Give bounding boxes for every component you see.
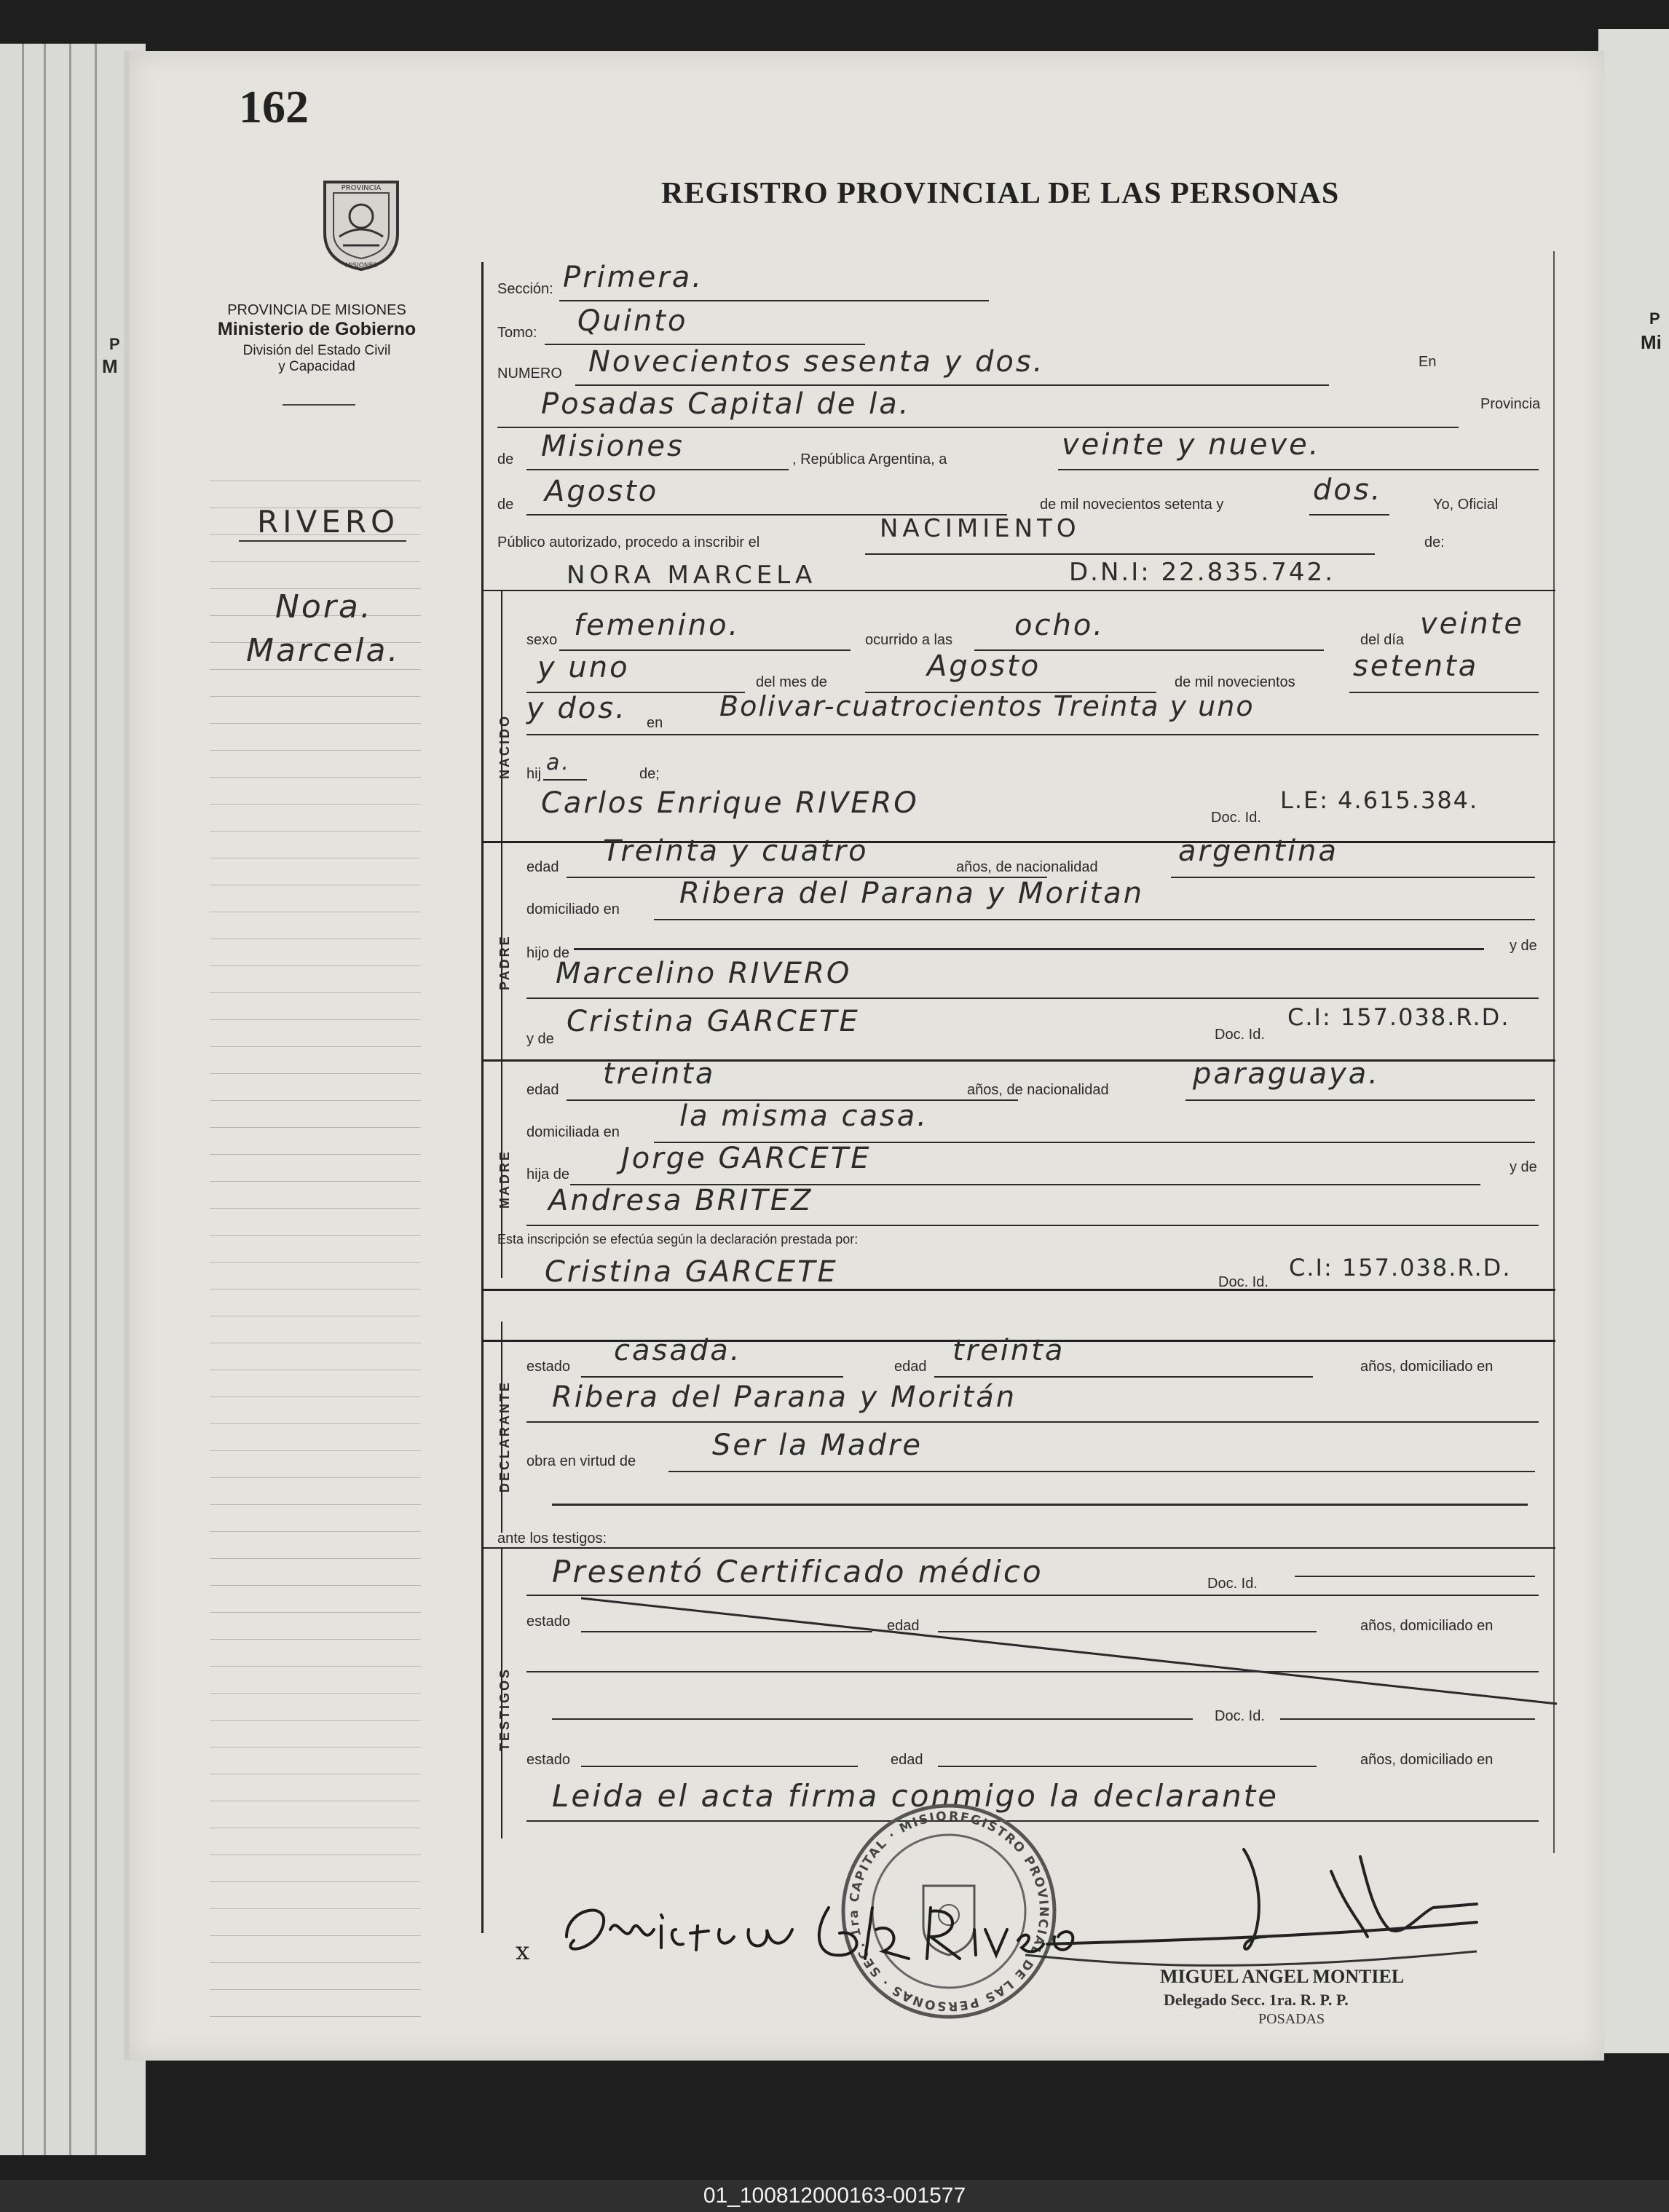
ministry-line-4: y Capacidad	[278, 359, 355, 374]
value-decl-nombre: Cristina GARCETE	[545, 1255, 838, 1289]
footer-image-id: 01_100812000163-001577	[0, 2180, 1669, 2212]
value-decl-doc: C.I: 157.038.R.D.	[1289, 1254, 1512, 1281]
value-padre-padres: Marcelino RIVERO	[556, 957, 852, 990]
ministry-line-2: Ministerio de Gobierno	[217, 319, 417, 339]
value-madre-padre: Jorge GARCETE	[621, 1142, 872, 1175]
margin-surname: RIVERO	[257, 504, 400, 540]
label-padre-doc: Doc. Id.	[1211, 810, 1261, 826]
label-hija-de: hija de	[526, 1166, 569, 1182]
value-lugar-nac: Bolivar-cuatrocientos Treinta y uno	[719, 690, 1255, 722]
value-decl-edad: treinta	[952, 1334, 1065, 1367]
section-label-declarante: DECLARANTE	[497, 1380, 512, 1493]
label-testigo-doc-2: Doc. Id.	[1215, 1708, 1265, 1724]
label-publico: Público autorizado, procedo a inscribir el	[497, 534, 760, 550]
official-name: MIGUEL ANGEL MONTIEL	[1160, 1966, 1405, 1987]
section-label-testigos: TESTIGOS	[497, 1667, 512, 1751]
label-del-mes: del mes de	[756, 674, 827, 690]
value-dia-1: veinte	[1420, 607, 1525, 641]
value-padre-doc: L.E: 4.615.384.	[1280, 786, 1479, 814]
value-decl-obra: Ser la Madre	[712, 1429, 923, 1462]
label-madre-dom: domiciliada en	[526, 1124, 620, 1140]
label-seccion: Sección:	[497, 281, 553, 297]
value-testigo-1: Presentó Certificado médico	[552, 1554, 1043, 1589]
value-padre-nombre: Carlos Enrique RIVERO	[541, 786, 919, 820]
label-hijo-de: hijo de	[526, 945, 569, 961]
label-en: En	[1419, 354, 1437, 370]
section-label-nacido: NACIDO	[497, 714, 512, 779]
right-fragment-2: Mi	[1641, 331, 1662, 353]
label-en-lugar: en	[647, 715, 663, 731]
right-fragment-1: P	[1649, 309, 1660, 328]
value-fecha-dia: veinte y nueve.	[1062, 428, 1321, 462]
value-madre-edad: treinta	[603, 1057, 716, 1091]
margin-given-1: Nora.	[275, 588, 373, 625]
value-fecha-mes: Agosto	[545, 475, 659, 508]
label-de-semi: de;	[639, 766, 660, 782]
label-madre-y-de: y de	[1510, 1159, 1537, 1175]
value-seccion: Primera.	[563, 261, 703, 294]
label-de-2: de	[497, 497, 514, 513]
label-testigo-estado-2: estado	[526, 1752, 571, 1768]
label-inscripcion: Esta inscripción se efectúa según la declaración prestada por:	[497, 1232, 859, 1247]
label-decl-doc: Doc. Id.	[1218, 1274, 1268, 1290]
label-padre-nac: años, de nacionalidad	[956, 859, 1098, 875]
label-ante: ante los testigos:	[497, 1530, 607, 1547]
label-testigo-doc-1: Doc. Id.	[1207, 1576, 1258, 1592]
right-page-edge	[1598, 29, 1669, 2053]
value-fecha-anio: dos.	[1313, 473, 1383, 507]
ministry-line-1: PROVINCIA DE MISIONES	[227, 302, 406, 318]
label-del-dia: del día	[1360, 632, 1405, 648]
signature-prefix: x	[516, 1937, 530, 1966]
value-nombre: NORA MARCELA	[567, 561, 817, 590]
label-decl-anos: años, domiciliado en	[1360, 1359, 1494, 1375]
label-ocurrido: ocurrido a las	[865, 632, 953, 648]
section-label-padre: PADRE	[497, 934, 512, 990]
value-anio-2: y dos.	[526, 692, 627, 725]
label-testigo-anos-2: años, domiciliado en	[1360, 1752, 1494, 1768]
label-provincia: Provincia	[1480, 396, 1541, 412]
label-hijo: hij	[526, 766, 542, 782]
official-title: Delegado Secc. 1ra. R. P. P.	[1164, 1991, 1349, 2009]
svg-text:REGISTRO PROVINCIAL DE LAS PER: REGISTRO PROVINCIAL DE LAS PERSONAS · SEC. 1ra CAPITAL · MISIO	[846, 1809, 1051, 2014]
value-madre-doc: C.I: 157.038.R.D.	[1287, 1003, 1510, 1031]
label-madre-edad: edad	[526, 1082, 559, 1098]
label-padre-dom: domiciliado en	[526, 901, 620, 917]
section-label-madre: MADRE	[497, 1150, 512, 1209]
label-madre-doc: Doc. Id.	[1215, 1027, 1265, 1043]
svg-text:MISIONES: MISIONES	[344, 262, 378, 269]
label-testigo-estado-1: estado	[526, 1613, 571, 1630]
value-padre-dom: Ribera del Parana y Moritan	[679, 877, 1145, 910]
label-de-1: de	[497, 451, 514, 467]
value-dia-2: y uno	[537, 651, 630, 684]
value-decl-dom: Ribera del Parana y Moritán	[552, 1380, 1017, 1414]
left-fragment-2: M	[102, 355, 118, 377]
label-mil-setenta: de mil novecientos setenta y	[1040, 497, 1224, 513]
value-decl-estado: casada.	[614, 1334, 742, 1367]
value-hij-suffix: a.	[546, 750, 571, 775]
value-padre-nac: argentina	[1178, 834, 1338, 868]
value-cierre: Leida el acta firma conmigo la declarante	[552, 1778, 1279, 1814]
page-title: REGISTRO PROVINCIAL DE LAS PERSONAS	[661, 177, 1340, 210]
label-yo-oficial: Yo, Oficial	[1433, 497, 1499, 513]
official-place: POSADAS	[1258, 2011, 1325, 2027]
value-dni: D.N.I: 22.835.742.	[1069, 558, 1335, 587]
value-provincia: Misiones	[541, 430, 684, 463]
label-tomo: Tomo:	[497, 325, 537, 341]
margin-given-2: Marcela.	[246, 632, 401, 669]
crest-emblem	[310, 171, 412, 273]
strike-through-diagonal	[581, 1595, 1564, 1711]
value-lugar: Posadas Capital de la.	[541, 387, 911, 421]
label-republica: , República Argentina, a	[792, 451, 947, 467]
svg-text:PROVINCIA: PROVINCIA	[341, 184, 382, 192]
value-acto: NACIMIENTO	[880, 514, 1081, 543]
label-decl-estado: estado	[526, 1359, 571, 1375]
label-de-mil: de mil novecientos	[1175, 674, 1295, 690]
official-signature	[1025, 1828, 1491, 1973]
label-madre-nac: años, de nacionalidad	[967, 1082, 1109, 1098]
value-tomo: Quinto	[577, 304, 688, 338]
label-sexo: sexo	[526, 632, 558, 648]
label-decl-obra: obra en virtud de	[526, 1453, 636, 1469]
value-sexo: femenino.	[574, 609, 741, 642]
value-anio-1: setenta	[1353, 649, 1479, 683]
left-fragment-1: P	[109, 335, 120, 353]
label-y-de-2: y de	[526, 1031, 554, 1047]
value-madre-dom: la misma casa.	[679, 1099, 929, 1133]
value-madre-madre: Andresa BRITEZ	[548, 1184, 813, 1217]
label-testigo-edad-2: edad	[891, 1752, 923, 1768]
value-numero: Novecientos sesenta y dos.	[588, 345, 1045, 379]
label-testigo-edad-1: edad	[887, 1618, 920, 1634]
label-de-colon: de:	[1424, 534, 1445, 550]
label-padre-edad: edad	[526, 859, 559, 875]
value-madre-nac: paraguaya.	[1193, 1057, 1381, 1091]
ministry-block	[211, 302, 422, 375]
page-number: 162	[239, 81, 309, 133]
value-madre-nombre: Cristina GARCETE	[567, 1005, 860, 1038]
label-numero: NUMERO	[497, 366, 562, 382]
label-decl-edad: edad	[894, 1359, 927, 1375]
label-y-de: y de	[1510, 938, 1537, 954]
value-mes: Agosto	[927, 649, 1041, 683]
value-padre-edad: Treinta y cuatro	[603, 834, 869, 868]
register-page	[124, 51, 1604, 2061]
value-hora: ocho.	[1014, 609, 1105, 642]
ministry-line-3: División del Estado Civil	[242, 343, 391, 358]
label-testigo-anos-1: años, domiciliado en	[1360, 1618, 1494, 1634]
